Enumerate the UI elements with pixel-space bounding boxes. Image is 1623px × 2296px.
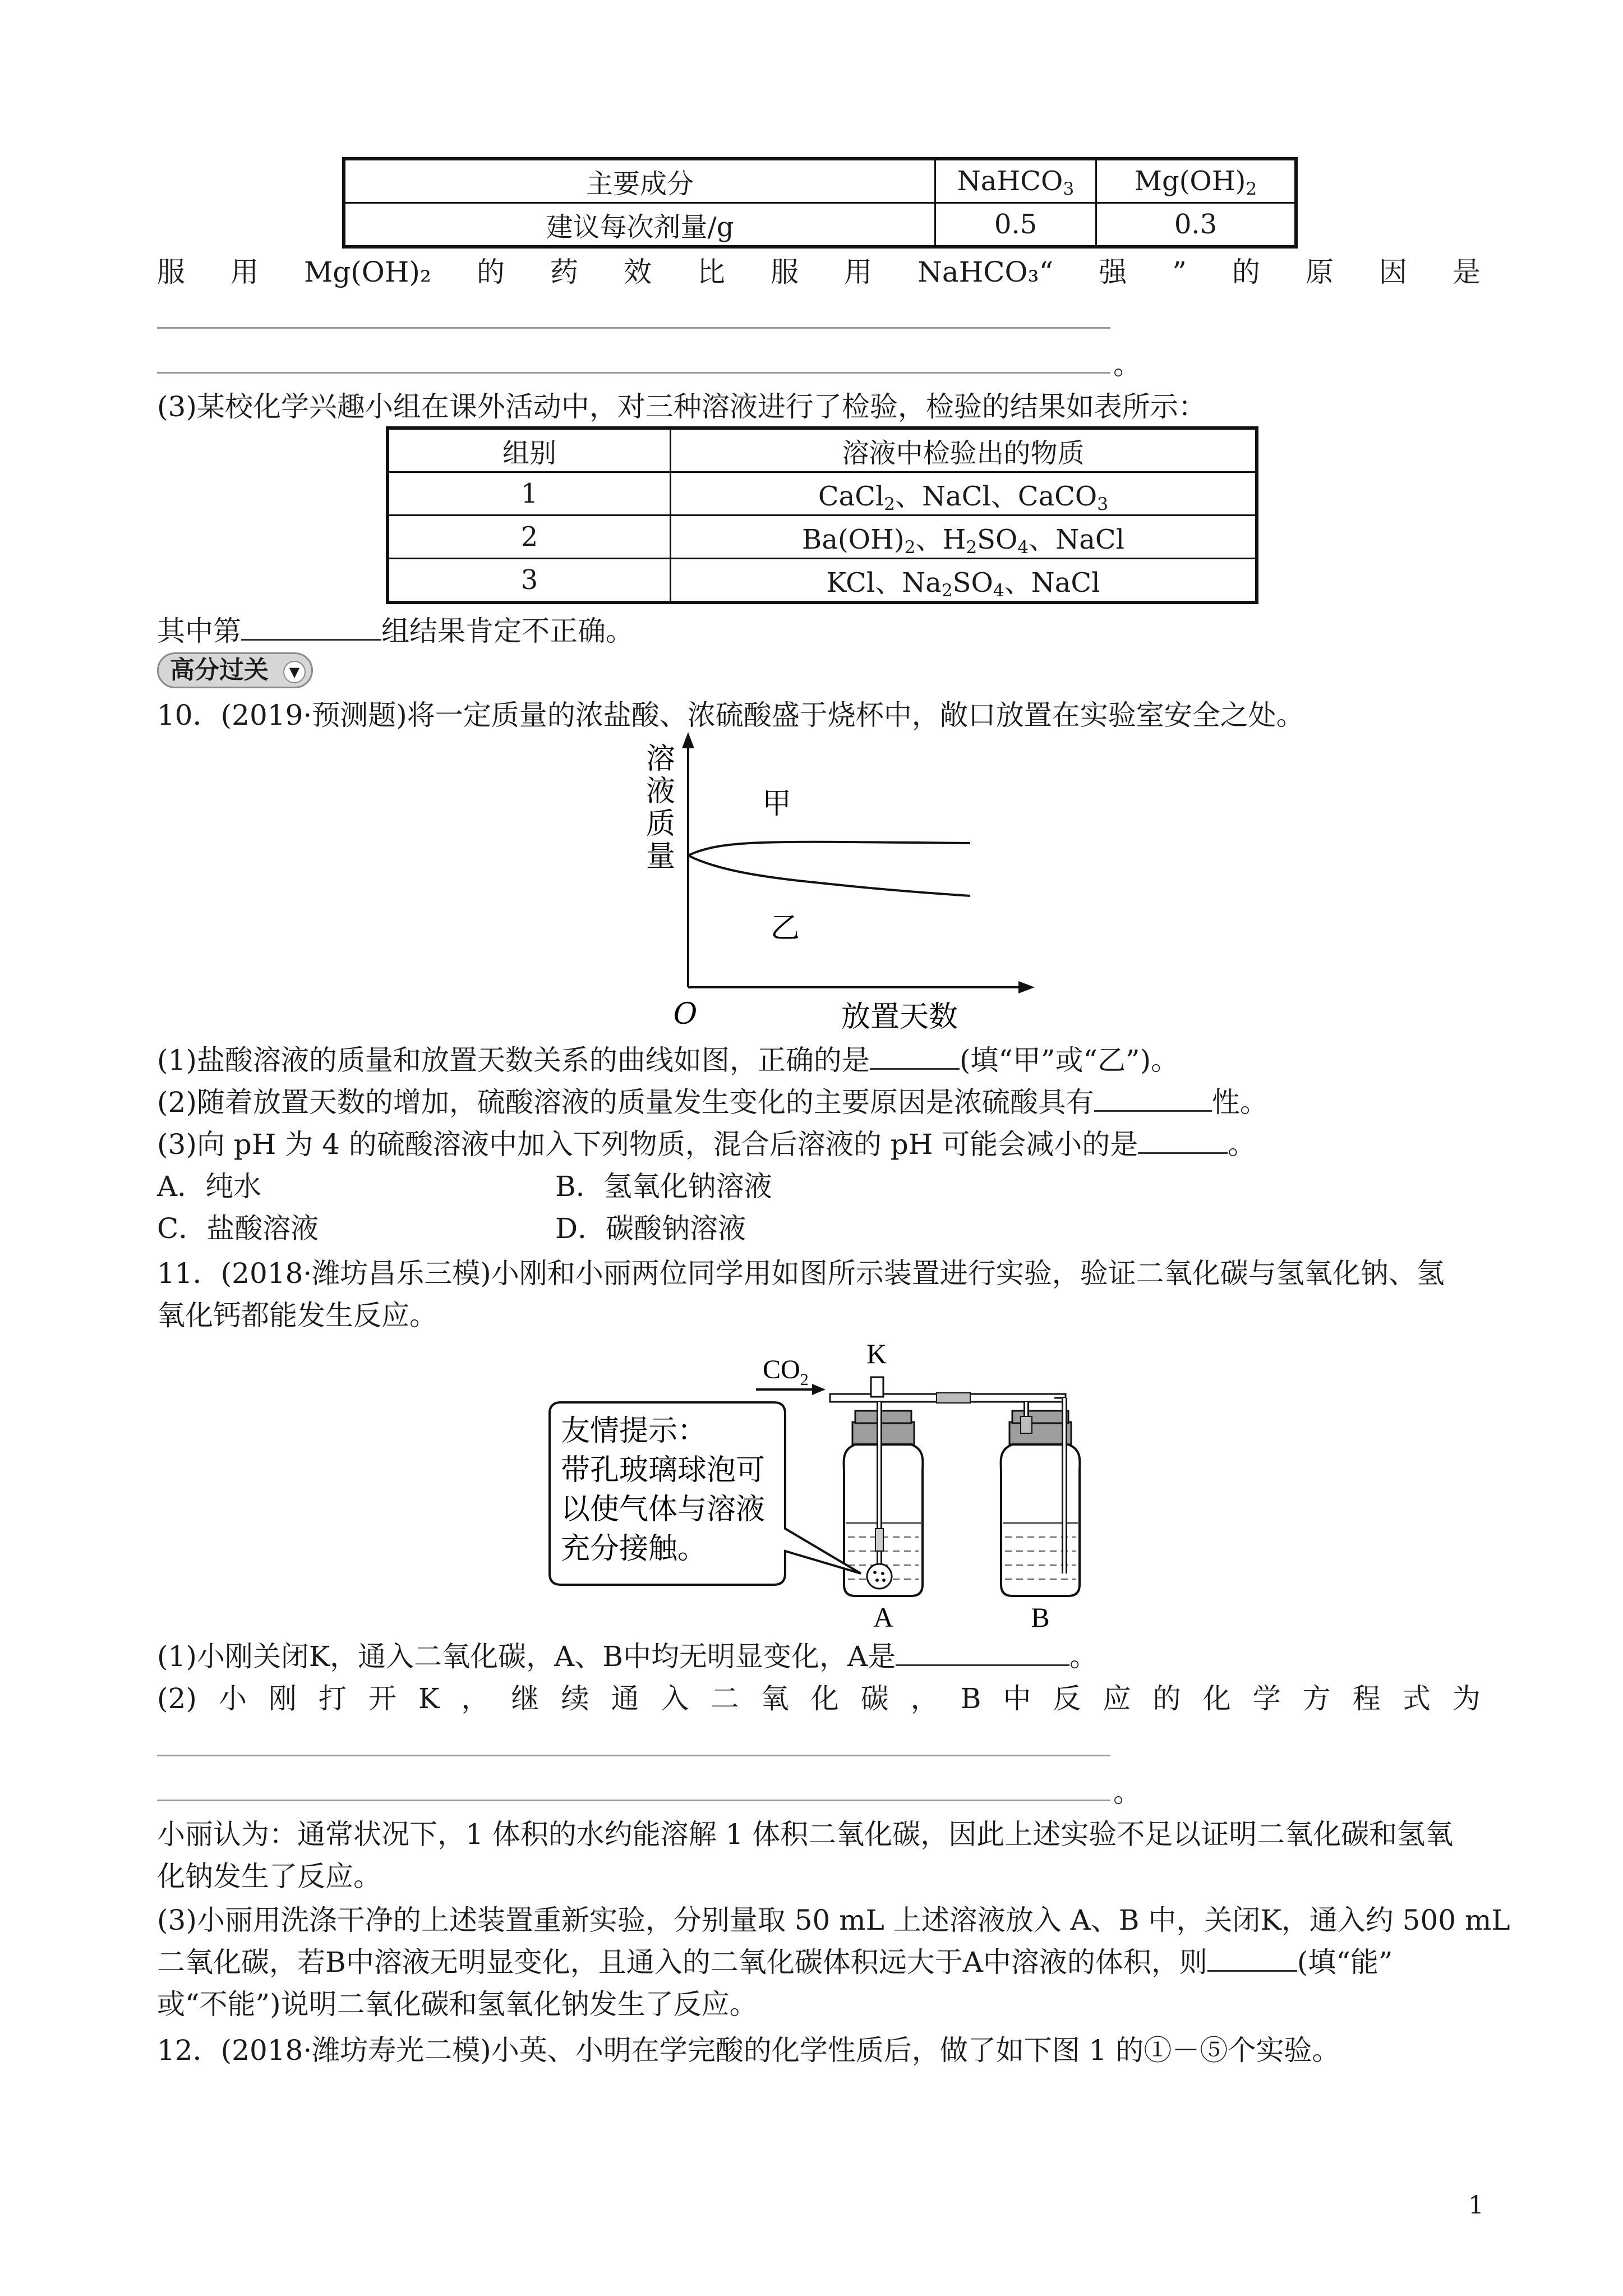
xiaoli-2: 化钠发生了反应。 — [157, 1860, 381, 1893]
group-blank — [241, 614, 381, 641]
y-axis-arrow-icon — [682, 732, 694, 748]
reason-word: 强 — [1099, 256, 1127, 288]
q11-stem-2: 氧化钙都能发生反应。 — [157, 1299, 437, 1332]
reason-word: 的 — [476, 256, 505, 288]
q11-p2-word: ， — [910, 1682, 939, 1715]
tip-line-2: 带孔玻璃球泡可 — [561, 1453, 766, 1487]
part3-text: (3)某校化学兴趣小组在课外活动中，对三种溶液进行了检验，检验的结果如表所示： — [157, 390, 1206, 423]
x-axis-arrow-icon — [1018, 981, 1035, 993]
reason-end-mark: 。 — [1113, 348, 1141, 381]
bottle-b — [1001, 1444, 1080, 1596]
dosage-table — [342, 157, 1298, 249]
q11-p3-l1: (3)小丽用洗涤干净的上述装置重新实验，分别量取 50 mL 上述溶液放入 A、B 中，关闭K，通入约 500 mL — [157, 1904, 1510, 1936]
q11-p2-word: 继 — [511, 1682, 540, 1715]
cell-dose-label: 建议每次剂量/g — [344, 203, 935, 247]
bubble-bulb-icon — [867, 1564, 892, 1589]
answer-line-1 — [157, 327, 1110, 329]
reason-word: 是 — [1452, 256, 1481, 288]
q11-stem-1: 11．(2018·潍坊昌乐三模)小刚和小丽两位同学用如图所示装置进行实验，验证二氧化碳与氢氧化钠、氢 — [157, 1257, 1445, 1290]
q11-p1: (1)小刚关闭K，通入二氧化碳，A、B中均无明显变化，A是 。 — [157, 1640, 1098, 1673]
q12-stem: 12．(2018·潍坊寿光二模)小英、小明在学完酸的化学性质后，做了如下图 1 的①－⑤个实验。 — [157, 2034, 1340, 2067]
reason-word: 比 — [697, 256, 726, 288]
reason-word: 用 — [844, 256, 873, 288]
tip-line-1: 友情提示： — [561, 1414, 707, 1448]
test-result-table — [386, 426, 1258, 604]
reason-word: NaHCO₃“ — [917, 256, 1054, 288]
cell-dose-mgoh2: 0.3 — [1096, 203, 1297, 247]
answer-line-4 — [157, 1800, 1110, 1801]
ylabel-char-1: 溶 — [645, 742, 676, 776]
q11-p2-word: ， — [461, 1682, 490, 1715]
reason-question-line — [157, 255, 1481, 289]
q11-p3-l3: 或“不能”)说明二氧化碳和氢氧化钠发生了反应。 — [157, 1988, 758, 2021]
group-1: 1 — [388, 472, 671, 516]
q11-p2-word: 打 — [318, 1682, 347, 1715]
reason-word: 因 — [1378, 256, 1407, 288]
q11-p2-word: 化 — [810, 1682, 839, 1715]
connector — [937, 1393, 970, 1403]
section-tag: 高分过关 ▼ — [157, 652, 313, 688]
q11-p2-word: 通 — [611, 1682, 639, 1715]
tip-line-4: 充分接触。 — [561, 1532, 707, 1566]
q11-p2-word: 入 — [661, 1682, 689, 1715]
reason-word: 的 — [1232, 256, 1260, 288]
q11-p2-word: 续 — [561, 1682, 589, 1715]
page-number: 1 — [1468, 2191, 1484, 2220]
group-2: 2 — [388, 516, 671, 559]
cell-mgoh2: $Mg(OH)_2$ — [1096, 159, 1297, 203]
ylabel-char-4: 量 — [645, 840, 676, 873]
q10-p2: (2)随着放置天数的增加，硫酸溶液的质量发生变化的主要原因是浓硫酸具有 性。 — [157, 1086, 1268, 1119]
q11-p2-word: 应 — [1103, 1682, 1131, 1715]
curve-yi — [688, 855, 970, 896]
q11-p2-word: 化 — [1202, 1682, 1231, 1715]
q11-p2-end-mark: 。 — [1113, 1776, 1141, 1809]
q11-p1-blank — [896, 1640, 1069, 1666]
q11-p2-word: 刚 — [268, 1682, 297, 1715]
tip-line-3: 以使气体与溶液 — [561, 1493, 766, 1526]
cell-dose-nahco3: 0.5 — [935, 203, 1096, 247]
reason-word: 效 — [624, 256, 652, 288]
option-b: B．氢氧化钠溶液 — [555, 1170, 772, 1203]
p1-blank — [870, 1043, 960, 1070]
curve-label-jia: 甲 — [762, 787, 792, 821]
q11-p2-line — [157, 1682, 1481, 1715]
q11-p3-l2: 二氧化碳，若B中溶液无明显变化，且通入的二氧化碳体积远大于A中溶液的体积，则 (填“能” — [157, 1946, 1393, 1978]
q11-p2-word: 方 — [1302, 1682, 1331, 1715]
q11-p2-word: (2) — [157, 1682, 197, 1715]
conclusion-line: 其中第 组结果肯定不正确。 — [157, 615, 634, 647]
group-1-substances: CaCl$_2$、NaCl、CaCO$_3$ — [671, 472, 1257, 516]
cell-nahco3: NaHCO$_3$ — [935, 159, 1096, 203]
reason-word: 原 — [1305, 256, 1334, 288]
reason-word: 用 — [230, 256, 259, 288]
q11-p2-word: K — [418, 1682, 440, 1715]
p2-blank — [1094, 1085, 1212, 1112]
valve-k-label: K — [866, 1338, 887, 1369]
q11-p2-word: 碳 — [860, 1682, 889, 1715]
q11-p3-blank — [1207, 1945, 1297, 1972]
valve-k — [871, 1377, 883, 1397]
xiaoli-1: 小丽认为：通常状况下，1 体积的水约能溶解 1 体积二氧化碳，因此上述实验不足以证明二氧化碳和氢氧 — [157, 1818, 1454, 1851]
q11-p2-word: 二 — [711, 1682, 739, 1715]
reason-word: ” — [1172, 256, 1187, 288]
apparatus-diagram — [538, 1338, 1122, 1635]
curve-jia — [688, 842, 970, 855]
q11-p2-word: 程 — [1352, 1682, 1381, 1715]
mass-days-chart — [617, 729, 1066, 1043]
q11-p2-word: 反 — [1053, 1682, 1081, 1715]
answer-line-2 — [157, 372, 1110, 374]
ylabel-char-3: 质 — [645, 807, 676, 841]
ylabel-char-2: 液 — [645, 775, 676, 808]
p3-blank — [1138, 1128, 1228, 1154]
label-b: B — [1031, 1602, 1050, 1633]
origin-label: O — [673, 997, 698, 1031]
q11-p2-word: 中 — [1003, 1682, 1031, 1715]
q10-p1: (1)盐酸溶液的质量和放置天数关系的曲线如图，正确的是 (填“甲”或“乙”)。 — [157, 1044, 1179, 1076]
head-group: 组别 — [388, 428, 671, 472]
answer-line-3 — [157, 1755, 1110, 1756]
q11-p2-word: B — [960, 1682, 981, 1715]
q11-p2-word: 学 — [1252, 1682, 1281, 1715]
q11-p2-word: 式 — [1402, 1682, 1431, 1715]
q10-p3: (3)向 pH 为 4 的硫酸溶液中加入下列物质，混合后溶液的 pH 可能会减小的是 。 — [157, 1128, 1256, 1161]
curve-label-yi: 乙 — [770, 912, 800, 945]
option-c: C．盐酸溶液 — [157, 1212, 319, 1245]
reason-word: Mg(OH)₂ — [304, 256, 431, 288]
q11-p2-word: 开 — [368, 1682, 396, 1715]
reason-word: 服 — [771, 256, 799, 288]
q10-stem: 10．(2019·预测题)将一定质量的浓盐酸、浓硫酸盛于烧杯中，敞口放置在实验室安全之处。 — [157, 699, 1304, 731]
q11-p2-word: 的 — [1152, 1682, 1181, 1715]
xlabel: 放置天数 — [841, 1000, 958, 1034]
cell-main-ingredient: 主要成分 — [344, 159, 935, 203]
co2-label: $CO_2$ — [763, 1355, 809, 1389]
q11-p2-word: 氧 — [760, 1682, 789, 1715]
option-d: D．碳酸钠溶液 — [555, 1212, 746, 1245]
co2-arrow-icon — [812, 1384, 826, 1395]
reason-word: 服 — [157, 256, 185, 288]
q11-p2-word: 为 — [1452, 1682, 1481, 1715]
q11-p2-word: 小 — [218, 1682, 247, 1715]
head-substances: 溶液中检验出的物质 — [671, 428, 1257, 472]
bottle-a-stopper — [852, 1422, 914, 1444]
arrow-down-icon: ▼ — [283, 661, 306, 683]
group-3-substances: KCl、$Na_2SO_4$、NaCl — [671, 559, 1257, 603]
option-a: A．纯水 — [157, 1170, 262, 1203]
group-3: 3 — [388, 559, 671, 603]
reason-word: 药 — [550, 256, 578, 288]
label-a: A — [873, 1602, 894, 1633]
group-2-substances: $Ba(OH)_2$、$H_2SO_4$、NaCl — [671, 516, 1257, 559]
